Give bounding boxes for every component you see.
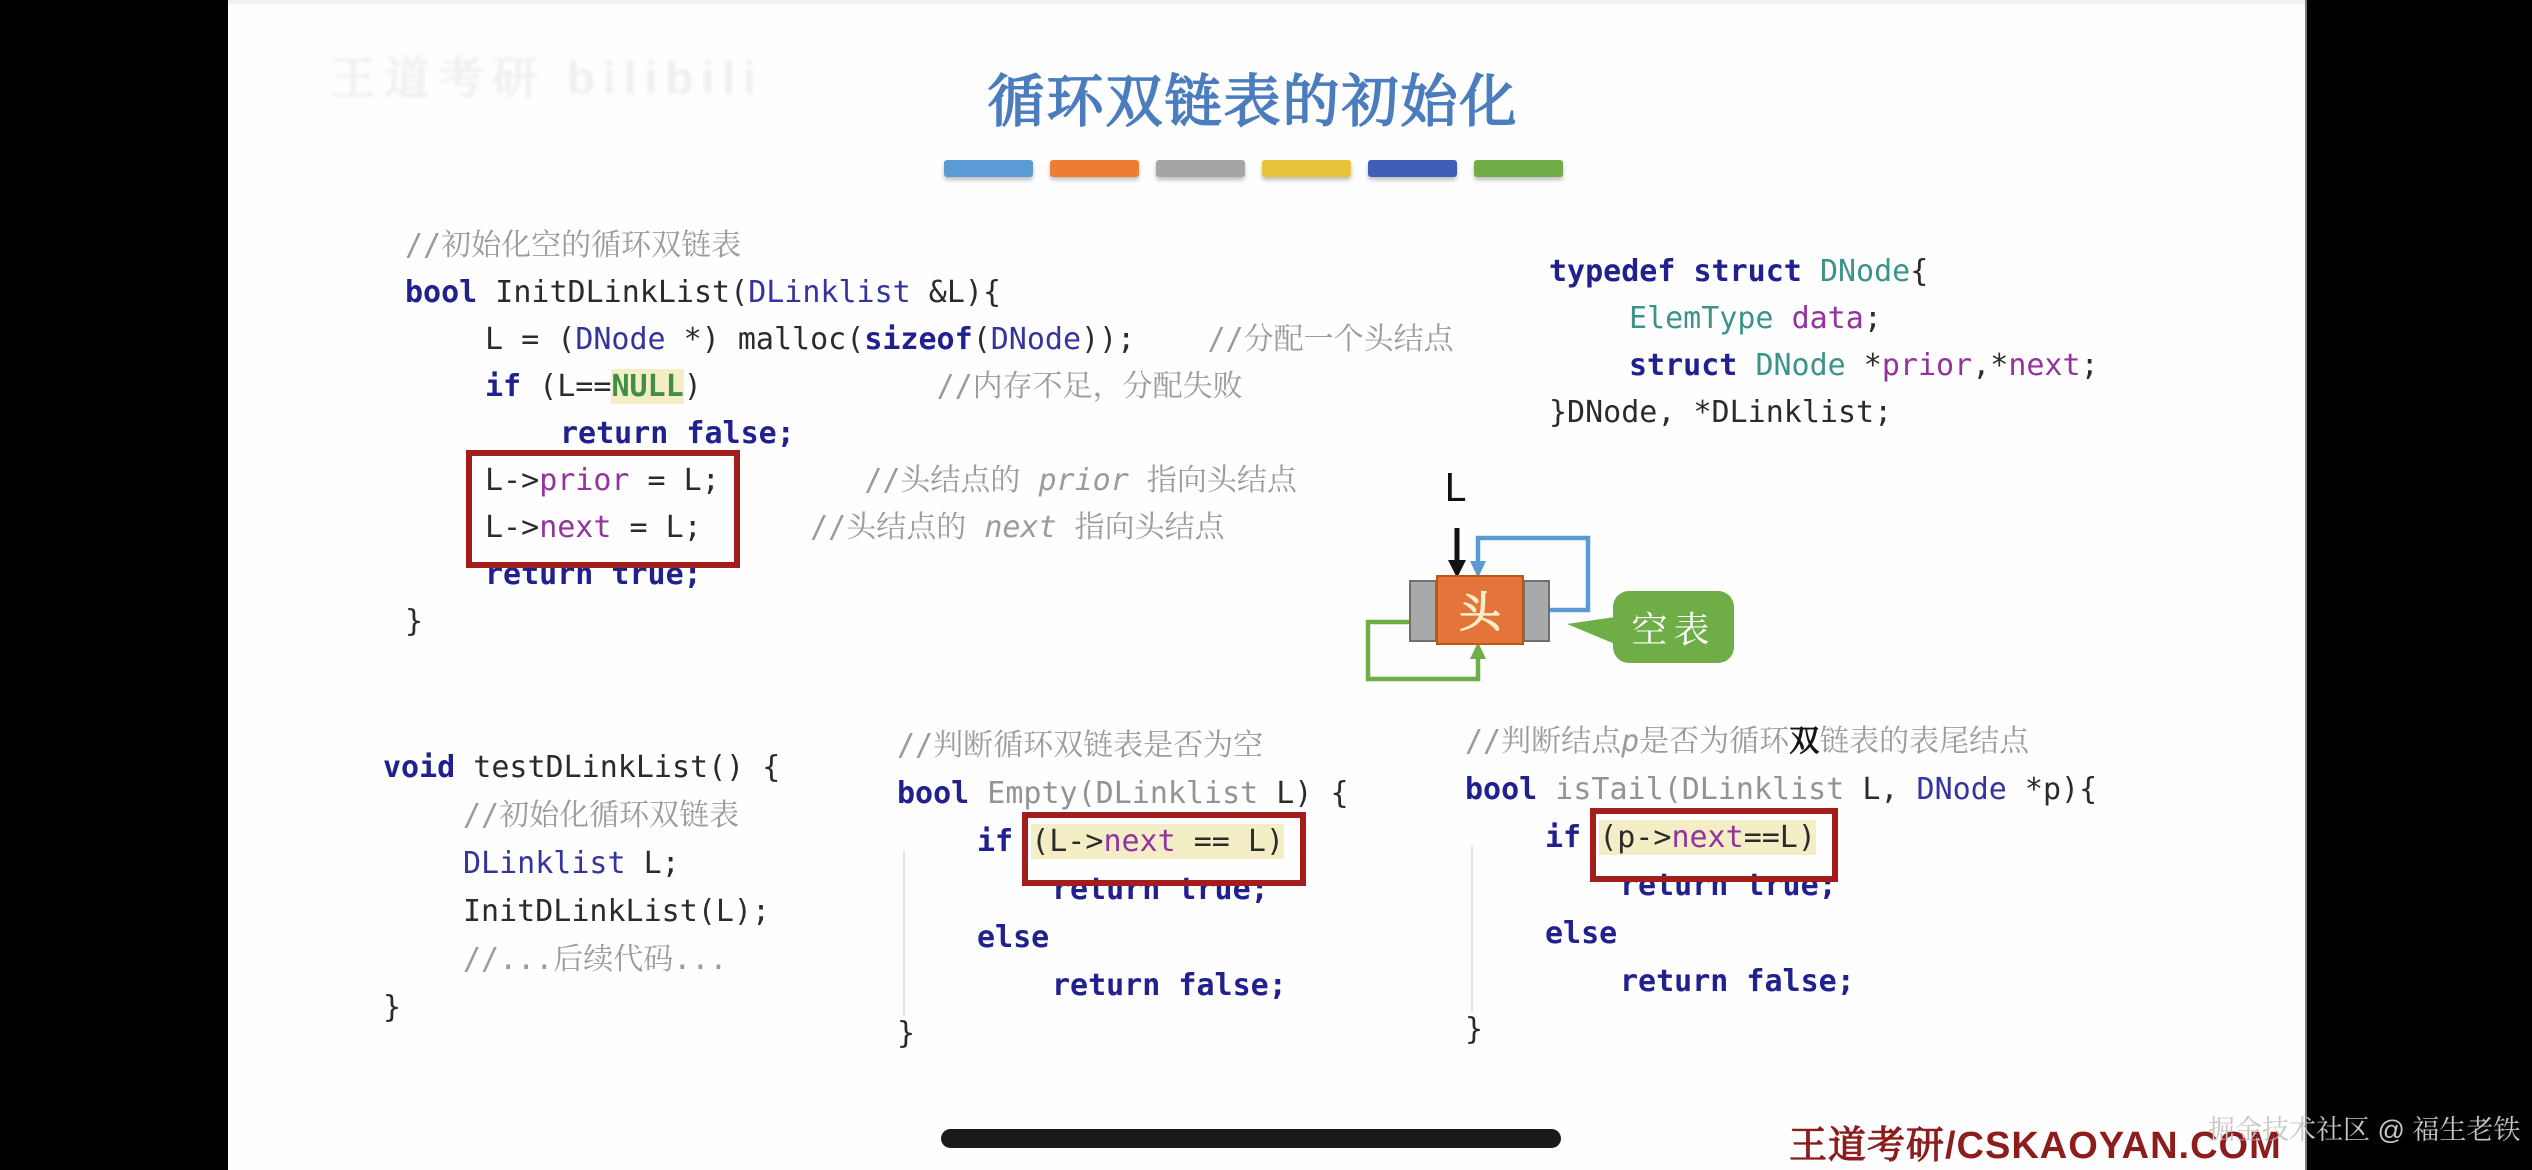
code-token: //判断循环双链表是否为空 (897, 728, 1264, 763)
accent-bar (1262, 160, 1351, 177)
code-token: ,* (1972, 348, 2009, 383)
letterbox-right (2305, 0, 2532, 1170)
accent-bar (1050, 160, 1139, 177)
code-line (897, 962, 1349, 1010)
code-line (405, 269, 1454, 316)
code-token: prior (539, 463, 630, 498)
letterbox-seam-right (2305, 0, 2307, 1170)
code-token: //内存不足，分配失败 (936, 369, 1243, 404)
code-line (897, 1010, 1349, 1058)
code-token: ; (2080, 348, 2099, 383)
code-token: typedef struct (1549, 254, 1820, 289)
code-line (897, 770, 1349, 818)
code-line (1465, 1006, 2097, 1054)
code-token: return false; (1620, 964, 1855, 999)
code-line (383, 936, 780, 984)
code-line (1549, 248, 2099, 295)
brand-watermark: 王道考研/CSKAOYAN.COM (1789, 1125, 2282, 1167)
code-token: //头结点的 (864, 463, 1039, 498)
code-token: ) (683, 369, 937, 404)
code-block-istail (1465, 718, 2097, 1054)
code-token: next (1103, 824, 1176, 859)
code-token: 双 (1789, 724, 1820, 759)
code-token: (p-> (1599, 820, 1672, 855)
channel-watermark: 王道考研 bilibili (330, 52, 764, 104)
code-token: //...后续代码... (463, 942, 728, 977)
code-line (405, 598, 1454, 645)
code-token: next (984, 510, 1057, 545)
accent-bar (1474, 160, 1563, 177)
code-token: NULL (611, 369, 684, 404)
code-token: 是否为循环 (1639, 724, 1790, 759)
code-token: isTail(DLinklist (1537, 772, 1845, 807)
code-token: else (1545, 916, 1618, 951)
code-token: DNode (1819, 254, 1911, 289)
slide-title: 循环双链表的初始化 (987, 71, 1519, 134)
code-token: InitDLinkList( (477, 275, 749, 310)
code-token: next (539, 510, 612, 545)
node-data-field (1436, 575, 1524, 645)
top-strip (228, 0, 2532, 4)
code-token: 指向头结点 (1056, 510, 1225, 545)
indent-guide (903, 850, 905, 1016)
code-token (1774, 301, 1792, 336)
head-pointer-label: L (1444, 466, 1467, 510)
code-line (383, 984, 780, 1032)
code-token: DNode (1755, 348, 1846, 383)
code-token (1013, 824, 1031, 859)
code-token: L, (1844, 772, 1917, 807)
code-token: = L; (629, 463, 865, 498)
code-line (383, 792, 780, 840)
code-token: (L== (521, 369, 612, 404)
code-token: * (1845, 348, 1882, 383)
code-line (897, 866, 1349, 914)
code-token: prior (1881, 348, 1973, 383)
code-token: //头结点的 (810, 510, 985, 545)
code-token: //初始化循环双链表 (463, 798, 740, 833)
code-line (1549, 389, 2099, 436)
code-line (1549, 342, 2099, 389)
code-token: DLinklist (748, 275, 911, 310)
code-token: DNode (1916, 772, 2007, 807)
code-token: else (977, 920, 1050, 955)
code-token: == L) (1175, 824, 1285, 859)
code-token: //初始化空的循环双链表 (405, 228, 742, 263)
code-line (1465, 910, 2097, 958)
code-block-test (383, 744, 780, 1032)
code-token: (L-> (1031, 824, 1104, 859)
code-token: }DNode, *DLinklist; (1549, 395, 1893, 430)
code-line (405, 363, 1454, 410)
accent-bars (944, 160, 1563, 177)
code-token: ( (972, 322, 991, 357)
code-token: next (1671, 820, 1744, 855)
code-token: ; (1863, 301, 1882, 336)
code-line (1465, 718, 2097, 766)
code-token: struct (1629, 348, 1756, 383)
empty-list-callout (1613, 591, 1734, 663)
code-token: sizeof (864, 322, 973, 357)
indent-guide (1471, 846, 1473, 1012)
code-token: return false; (1052, 968, 1287, 1003)
code-block-empty (897, 722, 1349, 1058)
code-token: DLinklist (463, 846, 626, 881)
code-token: L) { (1258, 776, 1349, 811)
callout-label: 空表 (1631, 609, 1716, 650)
node-next-field (1523, 580, 1550, 642)
code-token: 指向头结点 (1128, 463, 1297, 498)
letterbox-left (0, 0, 228, 1170)
code-line (405, 316, 1454, 363)
code-line (1465, 814, 2097, 862)
code-token: *p){ (2006, 772, 2098, 807)
code-token: } (1465, 1012, 1484, 1047)
code-token: DNode (575, 322, 666, 357)
code-token: ==L) (1743, 820, 1816, 855)
code-token: if (977, 824, 1014, 859)
code-block-typedef (1549, 248, 2099, 436)
code-line (897, 722, 1349, 770)
code-token: bool (405, 275, 478, 310)
site-watermark: 掘金技术社区 @ 福生老铁 (2208, 1115, 2521, 1145)
head-node-label: 头 (1458, 591, 1501, 637)
code-token: } (897, 1016, 916, 1051)
code-line (897, 818, 1349, 866)
node-prior-field (1409, 580, 1437, 642)
code-token: bool (897, 776, 970, 811)
code-line (405, 222, 1454, 269)
accent-bar (1368, 160, 1457, 177)
accent-bar (1156, 160, 1245, 177)
code-token: *) malloc( (665, 322, 865, 357)
code-token: return true; (1052, 872, 1269, 907)
code-token: //判断结点 (1465, 724, 1622, 759)
code-token: if (1545, 820, 1582, 855)
code-token: //分配一个头结点 (1207, 322, 1454, 357)
video-progress-bar[interactable] (941, 1129, 1561, 1148)
code-token: DNode (990, 322, 1082, 357)
code-token: } (405, 604, 424, 639)
code-token: prior (1038, 463, 1129, 498)
code-token: void (383, 750, 456, 785)
code-token: L-> (485, 510, 540, 545)
code-token: 链表的表尾结点 (1819, 724, 2030, 759)
code-token: L-> (485, 463, 540, 498)
code-line (405, 504, 1454, 551)
code-token: &L){ (910, 275, 1002, 310)
code-line (383, 888, 780, 936)
code-line (383, 744, 780, 792)
code-token: p (1621, 724, 1640, 759)
code-line (1465, 766, 2097, 814)
code-token: if (485, 369, 522, 404)
code-line (405, 457, 1454, 504)
code-token: data (1791, 301, 1864, 336)
code-token: } (383, 990, 402, 1025)
code-token: bool (1465, 772, 1538, 807)
code-token: ElemType (1629, 301, 1774, 336)
code-line (405, 551, 1454, 598)
code-token: testDLinkList() { (455, 750, 781, 785)
code-token: return false; (560, 416, 795, 451)
code-block-init (405, 222, 1454, 645)
code-token: )); (1081, 322, 1208, 357)
code-line (405, 410, 1454, 457)
code-token: Empty(DLinklist (969, 776, 1259, 811)
code-token: InitDLinkList(L); (463, 894, 771, 929)
code-token: return true; (485, 557, 702, 592)
code-token (1581, 820, 1599, 855)
code-token: = L; (611, 510, 811, 545)
code-line (897, 914, 1349, 962)
code-token: return true; (1620, 868, 1837, 903)
code-token: L; (625, 846, 680, 881)
accent-bar (944, 160, 1033, 177)
code-line (383, 840, 780, 888)
code-line (1549, 295, 2099, 342)
code-token: { (1910, 254, 1929, 289)
callout-tail (1567, 617, 1615, 644)
code-line (1465, 862, 2097, 910)
code-token: next (2008, 348, 2081, 383)
code-line (1465, 958, 2097, 1006)
code-token: L = ( (485, 322, 576, 357)
